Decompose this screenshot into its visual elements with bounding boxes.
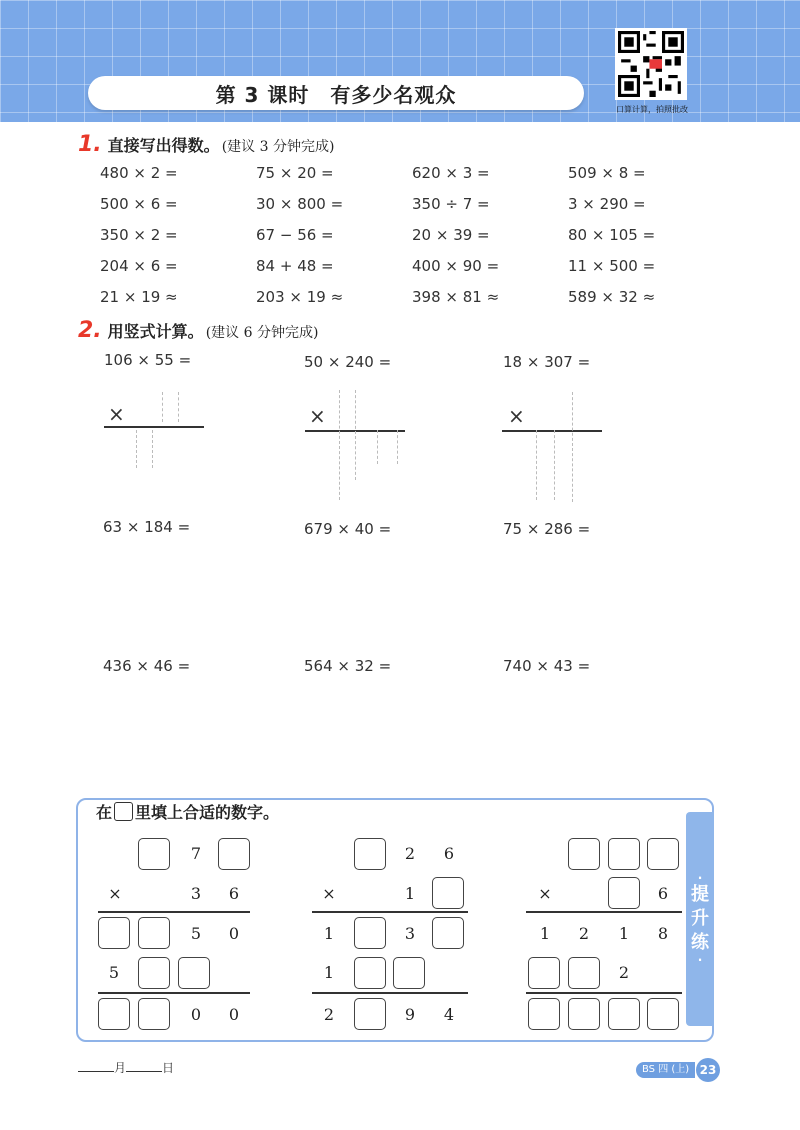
digit: 6	[657, 884, 669, 903]
month-blank[interactable]	[78, 1060, 114, 1072]
digit: 1	[404, 884, 416, 903]
digit: 1	[323, 924, 335, 943]
qr-caption: 口算计算，拍照批改	[616, 105, 688, 114]
vertical-problem: 436 × 46 =	[103, 657, 191, 675]
guide-line	[572, 392, 573, 502]
problem-item: 3 × 290 =	[568, 195, 646, 213]
section1-note: (建议 3 分钟完成)	[221, 139, 335, 155]
digit: 2	[578, 924, 590, 943]
guide-line	[339, 390, 340, 500]
problem-item: 350 ÷ 7 =	[412, 195, 490, 213]
mental-math-grid	[100, 160, 724, 315]
side-tab-tisheng: · 提 升 练 ·	[686, 812, 714, 1026]
section2-title: 用竖式计算。	[107, 322, 204, 341]
blank-box[interactable]	[608, 998, 640, 1030]
times-sign: ×	[108, 884, 122, 903]
result-line	[98, 911, 250, 913]
guide-line	[136, 430, 137, 468]
vertical-problem: 740 × 43 =	[503, 657, 591, 675]
blank-box[interactable]	[528, 957, 560, 989]
blank-box[interactable]	[98, 917, 130, 949]
digit: 9	[404, 1005, 416, 1024]
blank-box[interactable]	[354, 957, 386, 989]
problem-item: 75 × 20 =	[256, 164, 334, 182]
edition-badge: BS 四 (上)	[636, 1062, 695, 1078]
guide-line	[178, 392, 179, 422]
digit: 0	[228, 924, 240, 943]
problem-item: 11 × 500 =	[568, 257, 656, 275]
blank-box[interactable]	[647, 838, 679, 870]
section2-note: (建议 6 分钟完成)	[205, 325, 319, 341]
blank-box[interactable]	[138, 957, 170, 989]
guide-line	[397, 430, 398, 464]
digit: 8	[657, 924, 669, 943]
blank-box[interactable]	[138, 998, 170, 1030]
problem-item: 509 × 8 =	[568, 164, 646, 182]
problem-item: 21 × 19 ≈	[100, 288, 178, 306]
section1-title: 直接写出得数。	[107, 136, 220, 155]
problem-item: 480 × 2 =	[100, 164, 178, 182]
blank-box[interactable]	[647, 998, 679, 1030]
digit: 5	[190, 924, 202, 943]
problem-item: 67 − 56 =	[256, 226, 334, 244]
digit: 2	[404, 844, 416, 863]
digit: 7	[190, 844, 202, 863]
section1-heading	[78, 132, 334, 157]
lesson-title: 第 3 课时 有多少名观众	[88, 76, 584, 110]
problem-item: 204 × 6 =	[100, 257, 178, 275]
section2-number: 2.	[78, 318, 102, 343]
page-number: 23	[696, 1058, 720, 1082]
blank-box[interactable]	[354, 838, 386, 870]
blank-box[interactable]	[608, 877, 640, 909]
digit: 6	[228, 884, 240, 903]
guide-line	[152, 430, 153, 468]
vertical-problem: 75 × 286 =	[503, 520, 591, 538]
section2-heading	[78, 318, 318, 343]
times-sign: ×	[108, 402, 125, 426]
result-line	[312, 911, 468, 913]
problem-item: 350 × 2 =	[100, 226, 178, 244]
times-sign: ×	[538, 884, 552, 903]
problem-item: 80 × 105 =	[568, 226, 656, 244]
problem-item: 84 + 48 =	[256, 257, 334, 275]
qr-code-graphic	[618, 31, 684, 97]
result-line	[526, 992, 682, 994]
blank-box[interactable]	[568, 838, 600, 870]
problem-item: 30 × 800 =	[256, 195, 344, 213]
blank-box[interactable]	[354, 917, 386, 949]
day-blank[interactable]	[126, 1060, 162, 1072]
problem-item: 620 × 3 =	[412, 164, 490, 182]
section1-number: 1.	[78, 132, 102, 157]
digit: 4	[443, 1005, 455, 1024]
digit: 0	[190, 1005, 202, 1024]
blank-square-icon	[114, 802, 133, 821]
blank-box[interactable]	[568, 957, 600, 989]
problem-item: 398 × 81 ≈	[412, 288, 500, 306]
result-line	[98, 992, 250, 994]
result-line	[312, 992, 468, 994]
box-title: 在 里填上合适的数字。	[96, 803, 280, 822]
blank-box[interactable]	[432, 877, 464, 909]
times-sign: ×	[309, 404, 326, 428]
guide-line	[162, 392, 163, 422]
qr-code-icon[interactable]	[615, 28, 687, 100]
result-line	[502, 430, 602, 432]
digit: 1	[539, 924, 551, 943]
guide-line	[554, 430, 555, 500]
times-sign: ×	[322, 884, 336, 903]
vertical-problem: 50 × 240 =	[304, 353, 392, 371]
times-sign: ×	[508, 404, 525, 428]
vertical-problem: 18 × 307 =	[503, 353, 591, 371]
dot-icon: ·	[697, 953, 703, 967]
guide-line	[377, 430, 378, 464]
blank-box[interactable]	[528, 998, 560, 1030]
vertical-problem: 679 × 40 =	[304, 520, 392, 538]
result-line	[526, 911, 682, 913]
digit: 0	[228, 1005, 240, 1024]
blank-box[interactable]	[432, 917, 464, 949]
blank-box[interactable]	[178, 957, 210, 989]
dot-icon: ·	[697, 871, 703, 885]
problem-item: 203 × 19 ≈	[256, 288, 344, 306]
blank-box[interactable]	[98, 998, 130, 1030]
problem-item: 500 × 6 =	[100, 195, 178, 213]
blank-box[interactable]	[218, 838, 250, 870]
digit: 5	[108, 963, 120, 982]
blank-box[interactable]	[138, 917, 170, 949]
blank-box[interactable]	[393, 957, 425, 989]
problem-item: 20 × 39 =	[412, 226, 490, 244]
guide-line	[536, 430, 537, 500]
digit: 1	[323, 963, 335, 982]
digit: 1	[618, 924, 630, 943]
digit: 3	[404, 924, 416, 943]
digit: 2	[618, 963, 630, 982]
guide-line	[355, 390, 356, 480]
blank-box[interactable]	[568, 998, 600, 1030]
vertical-problem: 63 × 184 =	[103, 518, 191, 536]
blank-box[interactable]	[354, 998, 386, 1030]
vertical-problem: 564 × 32 =	[304, 657, 392, 675]
vertical-problem: 106 × 55 =	[104, 351, 192, 369]
digit: 2	[323, 1005, 335, 1024]
blank-box[interactable]	[608, 838, 640, 870]
digit: 6	[443, 844, 455, 863]
digit: 3	[190, 884, 202, 903]
result-line	[104, 426, 204, 428]
problem-item: 589 × 32 ≈	[568, 288, 656, 306]
problem-item: 400 × 90 =	[412, 257, 500, 275]
blank-box[interactable]	[138, 838, 170, 870]
date-field: 月 日	[78, 1059, 174, 1076]
